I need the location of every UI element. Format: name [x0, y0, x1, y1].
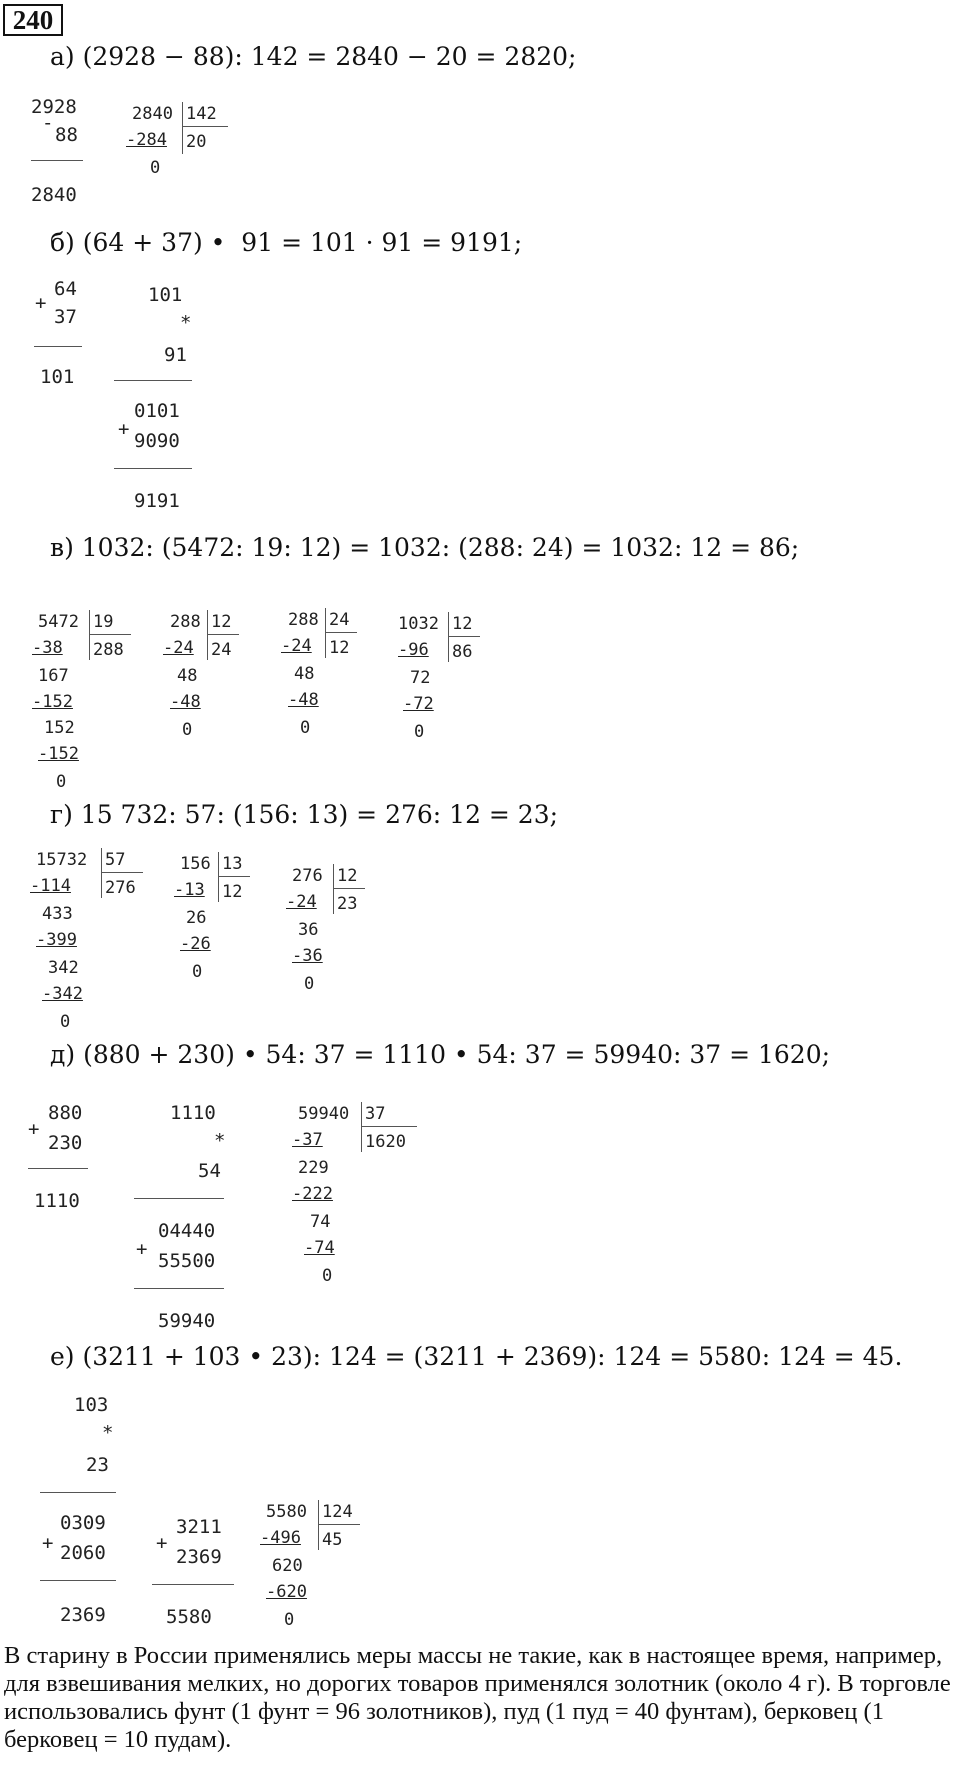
operand: 230	[48, 1132, 83, 1154]
remainder: 0	[322, 1266, 333, 1286]
step: -96	[398, 640, 429, 660]
step: 152	[44, 718, 75, 738]
step: -620	[266, 1582, 307, 1602]
plus-sign: +	[156, 1532, 168, 1554]
quotient-line	[448, 636, 480, 637]
division-bar	[318, 1500, 319, 1550]
operand: 37	[54, 306, 77, 328]
step: -36	[292, 946, 323, 966]
division-bar	[182, 102, 183, 154]
result: 2840	[31, 184, 77, 206]
step: -114	[30, 876, 71, 896]
step: -13	[174, 880, 205, 900]
dividend: 15732	[36, 850, 88, 870]
quotient: 45	[322, 1530, 343, 1550]
result: 1110	[34, 1190, 80, 1212]
remainder: 0	[192, 962, 203, 982]
remainder: 0	[304, 974, 315, 994]
quotient: 86	[452, 642, 473, 662]
step: 167	[38, 666, 69, 686]
step: -24	[281, 636, 312, 656]
partial-product: 04440	[158, 1220, 216, 1242]
step: -496	[260, 1528, 301, 1548]
remainder: 0	[60, 1012, 71, 1032]
result-line	[34, 346, 82, 347]
step: 48	[294, 664, 315, 684]
equation-a: а) (2928 − 88): 142 = 2840 − 20 = 2820;	[50, 42, 577, 71]
equation-g: г) 15 732: 57: (156: 13) = 276: 12 = 23;	[50, 800, 559, 829]
quotient-line	[361, 1126, 417, 1127]
dividend: 1032	[398, 614, 439, 634]
partial-product: 0101	[134, 400, 180, 422]
remainder: 0	[56, 772, 67, 792]
partial-product: 0309	[60, 1512, 106, 1534]
product-result: 59940	[158, 1310, 216, 1332]
divisor: 37	[365, 1104, 386, 1124]
division-bar	[218, 852, 219, 902]
division-bar	[207, 610, 208, 660]
quotient-line	[101, 872, 143, 873]
step: -399	[36, 930, 77, 950]
step: -222	[292, 1184, 333, 1204]
divisor: 142	[186, 104, 217, 124]
product-result: 2369	[60, 1604, 106, 1626]
exercise-number-badge: 240	[3, 4, 63, 36]
operand: 101	[148, 284, 183, 306]
remainder: 0	[300, 718, 311, 738]
plus-sign: +	[118, 418, 130, 440]
sum-line	[40, 1580, 116, 1581]
partial-product: 9090	[134, 430, 180, 452]
operand: 103	[74, 1394, 109, 1416]
step: -26	[180, 934, 211, 954]
step: -152	[32, 692, 73, 712]
dividend: 156	[180, 854, 211, 874]
quotient-line	[182, 126, 228, 127]
step: -74	[304, 1238, 335, 1258]
result-line	[28, 1168, 88, 1169]
quotient-line	[318, 1524, 360, 1525]
plus-sign: +	[35, 292, 47, 314]
step: 36	[298, 920, 319, 940]
divisor: 12	[337, 866, 358, 886]
result-line	[152, 1584, 234, 1585]
remainder: 0	[182, 720, 193, 740]
remainder: 0	[284, 1610, 295, 1630]
quotient-line	[207, 634, 239, 635]
operand: 3211	[176, 1516, 222, 1538]
step: -342	[42, 984, 83, 1004]
divisor: 24	[329, 610, 350, 630]
quotient: 1620	[365, 1132, 406, 1152]
operand: 2928	[31, 96, 77, 118]
result: 101	[40, 366, 75, 388]
step: -48	[288, 690, 319, 710]
step: 342	[48, 958, 79, 978]
step: -24	[163, 638, 194, 658]
remainder: 0	[414, 722, 425, 742]
operand: 1110	[170, 1102, 216, 1124]
equation-v: в) 1032: (5472: 19: 12) = 1032: (288: 24) = 1032: 12 = 86;	[50, 533, 800, 562]
quotient-line	[218, 876, 250, 877]
equation-e: е) (3211 + 103 • 23): 124 = (3211 + 2369): 124 = 5580: 124 = 45.	[50, 1342, 903, 1371]
plus-sign: +	[42, 1532, 54, 1554]
operand: 880	[48, 1102, 83, 1124]
operand: 88	[55, 124, 78, 146]
quotient-line	[325, 632, 357, 633]
sum-line	[134, 1288, 224, 1289]
partial-product: 2060	[60, 1542, 106, 1564]
division-bar	[361, 1102, 362, 1152]
step: -24	[286, 892, 317, 912]
remainder: 0	[150, 158, 161, 178]
division-bar	[448, 612, 449, 662]
step: 72	[410, 668, 431, 688]
divisor: 57	[105, 850, 126, 870]
quotient: 20	[186, 132, 207, 152]
multiply-sign: *	[102, 1422, 114, 1444]
division-bar	[333, 864, 334, 914]
step: 433	[42, 904, 73, 924]
step: -152	[38, 744, 79, 764]
result: 5580	[166, 1606, 212, 1628]
product-result: 9191	[134, 490, 180, 512]
step: 229	[298, 1158, 329, 1178]
plus-sign: +	[28, 1118, 40, 1140]
step: 48	[177, 666, 198, 686]
sum-line	[114, 468, 192, 469]
divisor: 12	[452, 614, 473, 634]
quotient: 24	[211, 640, 232, 660]
divisor: 12	[211, 612, 232, 632]
step: -37	[292, 1130, 323, 1150]
divisor: 124	[322, 1502, 353, 1522]
operand: 23	[86, 1454, 109, 1476]
product-line	[114, 380, 192, 381]
quotient: 23	[337, 894, 358, 914]
plus-sign: +	[136, 1238, 148, 1260]
equation-b: б) (64 + 37) • 91 = 101 · 91 = 9191;	[50, 228, 523, 257]
quotient: 12	[329, 638, 350, 658]
dividend: 276	[292, 866, 323, 886]
dividend: 5580	[266, 1502, 307, 1522]
operand: 64	[54, 278, 77, 300]
history-paragraph: В старину в России применялись меры массы не такие, как в настоящее время, например, для взвешивания мелких, но дорогих товаров применялся золотник (около 4 г). В торговле использовались фунт (1 фунт = 96 золотников), пуд (1 пуд = 40 фунтам), берковец (1 берковец = 10 пудам).	[4, 1642, 951, 1753]
quotient-line	[333, 888, 365, 889]
dividend: 59940	[298, 1104, 350, 1124]
dividend: 5472	[38, 612, 79, 632]
equation-d: д) (880 + 230) • 54: 37 = 1110 • 54: 37 = 59940: 37 = 1620;	[50, 1040, 831, 1069]
divisor: 19	[93, 612, 114, 632]
step: 74	[310, 1212, 331, 1232]
step: 620	[272, 1556, 303, 1576]
step: 26	[186, 908, 207, 928]
result-line	[31, 160, 83, 161]
division-bar	[101, 848, 102, 898]
product-line	[134, 1198, 224, 1199]
division-bar	[325, 608, 326, 658]
dividend: 288	[170, 612, 201, 632]
step: -48	[170, 692, 201, 712]
quotient: 288	[93, 640, 124, 660]
product-line	[40, 1492, 116, 1493]
minus-sign: -	[42, 112, 54, 134]
quotient: 276	[105, 878, 136, 898]
dividend: 2840	[132, 104, 173, 124]
dividend: 288	[288, 610, 319, 630]
step: -72	[403, 694, 434, 714]
quotient-line	[89, 634, 131, 635]
step: -38	[32, 638, 63, 658]
divisor: 13	[222, 854, 243, 874]
operand: 54	[198, 1160, 221, 1182]
subtrahend: -284	[126, 130, 167, 150]
division-bar	[89, 610, 90, 660]
operand: 2369	[176, 1546, 222, 1568]
multiply-sign: *	[180, 312, 192, 334]
quotient: 12	[222, 882, 243, 902]
partial-product: 55500	[158, 1250, 216, 1272]
multiply-sign: *	[214, 1130, 226, 1152]
operand: 91	[164, 344, 187, 366]
